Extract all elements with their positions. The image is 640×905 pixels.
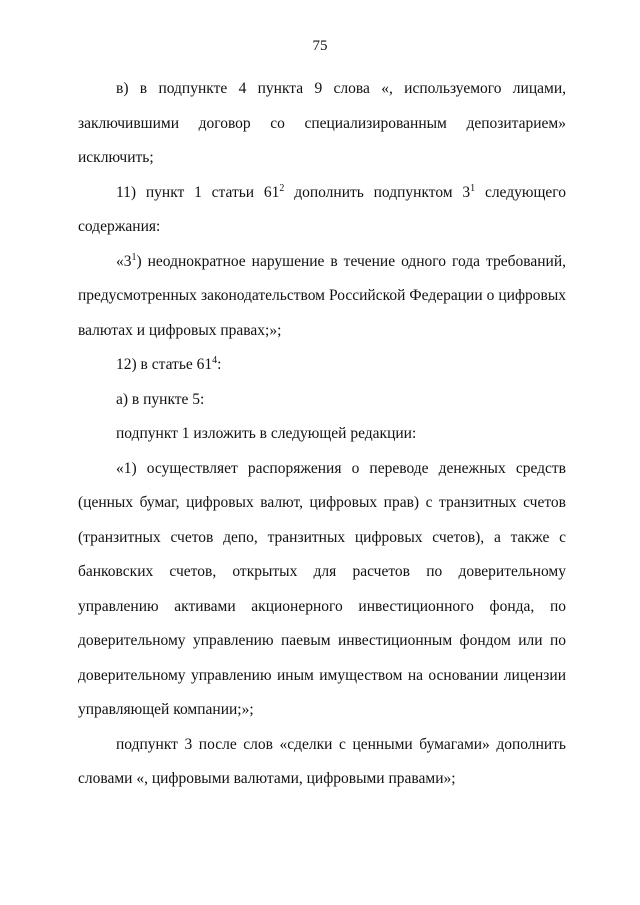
paragraph-p-12 (78, 348, 566, 383)
page-number: 75 (312, 38, 328, 54)
superscript: 1 (470, 182, 476, 194)
paragraph-p-31 (78, 245, 566, 349)
paragraph-p-1 (78, 452, 566, 728)
text-run: подпункт 1 изложить в следующей редакции: (116, 425, 417, 442)
text-run: подпункт 3 после слов «сделки с ценными бумагами» дополнить словами «, цифровыми валютами, цифровыми правами»; (78, 735, 566, 787)
text-run: : (217, 356, 222, 373)
document-body (78, 72, 566, 797)
text-run: «1) осуществляет распоряжения о переводе денежных средств (ценных бумаг, цифровых валют, цифровых прав) с транзитных счетов (транзитных счетов депо, транзитных цифровых счетов), а также с банковских счетов, открытых для расчетов по доверительному управлению активами акционерного инвестиционного фонда, по доверительному управлению паевым инвестиционным фондом или по доверительному управлению иным имуществом на основании лицензии управляющей компании;»; (78, 459, 566, 718)
text-run: в) в подпункте 4 пункта 9 слова «, используемого лицами, заключившими договор со специализированным депозитарием» исключить; (78, 80, 566, 166)
text-run: «3 (116, 252, 132, 270)
text-run: 11) пункт 1 статьи 61 (116, 183, 280, 201)
text-run: а) в пункте 5: (116, 390, 205, 408)
paragraph-p-v (78, 72, 566, 176)
text-run: дополнить подпунктом 3 (284, 183, 471, 201)
text-run: 12) в статье 61 (116, 356, 213, 373)
paragraph-p-sub1 (78, 417, 566, 452)
superscript: 4 (212, 355, 218, 366)
paragraph-p-11 (78, 176, 566, 245)
superscript: 2 (279, 182, 285, 194)
paragraph-p-sub3 (78, 728, 566, 797)
text-run: следующего содержания: (78, 183, 566, 235)
paragraph-p-a (78, 383, 566, 418)
text-run: ) неоднократное нарушение в течение одного года требований, предусмотренных законодательством Российской Федерации о цифровых валютах и цифровых правах;»; (78, 252, 566, 339)
superscript: 1 (131, 251, 137, 263)
